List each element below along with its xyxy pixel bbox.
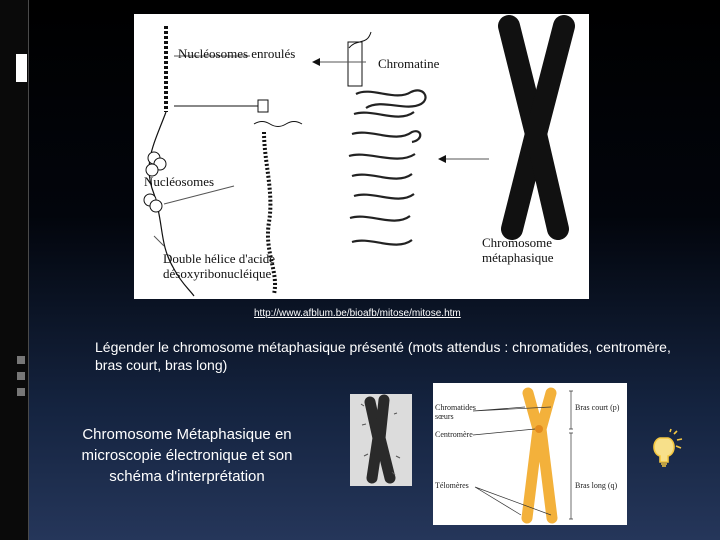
label-arrows <box>154 56 489 246</box>
label-dna-double-helix: Double hélice d'acide désoxyribonucléique <box>163 251 276 281</box>
micrograph-chromosome <box>350 394 412 486</box>
schema-label-long-arm: Bras long (q) <box>575 481 618 490</box>
label-metaphase-chromosome: Chromosome métaphasique <box>482 235 554 265</box>
rail-mark <box>17 388 25 396</box>
source-link[interactable]: http://www.afblum.be/bioafb/mitose/mitose.htm <box>254 308 461 319</box>
schema-label-sister-chromatids: Chromatides sœurs <box>435 403 476 421</box>
rail-bar <box>16 54 27 82</box>
arrow-heads <box>312 58 446 163</box>
figure-caption: Chromosome Métaphasique en microscopie électronique et son schéma d'interprétation <box>81 426 293 485</box>
chromatin-figure <box>134 14 589 299</box>
label-nucleosomes: Nucléosomes <box>144 174 215 189</box>
left-rail <box>0 0 29 540</box>
label-nucleosomes-coiled: Nucléosomes enroulés <box>178 46 296 61</box>
schema-lines <box>473 391 573 519</box>
instruction-text: Légender le chromosome métaphasique présenté (mots attendus : chromatides, centromère, bras court, bras long) <box>95 339 671 373</box>
rail-mark <box>17 356 25 364</box>
electron-micrograph <box>350 394 412 486</box>
label-chromatin: Chromatine <box>378 56 440 71</box>
centromere-dot <box>535 425 543 433</box>
metaphase-chromosome-shape <box>509 26 564 229</box>
schema-label-short-arm: Bras court (p) <box>575 403 620 412</box>
schema-label-centromere: Centromère <box>435 430 473 439</box>
chromatin-loops <box>349 90 426 244</box>
interpretation-schema <box>433 383 627 525</box>
rail-mark <box>17 372 25 380</box>
lightbulb-icon <box>646 428 690 477</box>
schema-chromosome <box>527 393 552 518</box>
schema-label-telomeres: Télomères <box>435 481 469 490</box>
